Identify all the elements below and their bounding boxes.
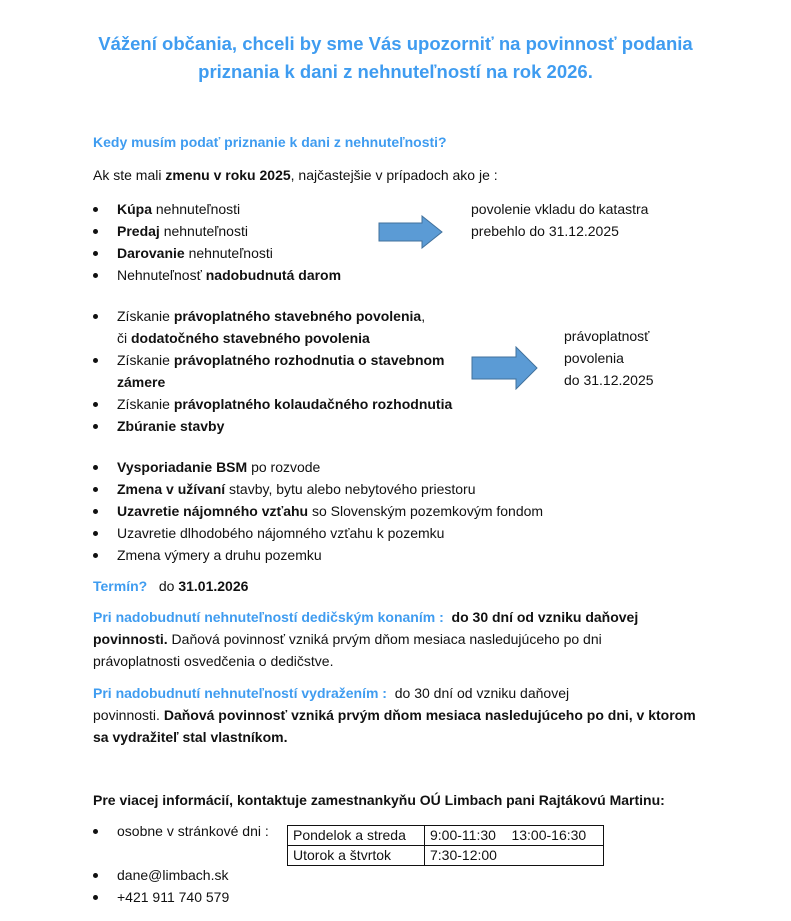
in-person-label: osobne v stránkové dni : [117,823,269,839]
phone-number[interactable]: +421 911 740 579 [117,889,230,905]
list-item [90,393,452,415]
office-hours-table [287,825,604,866]
intro-post: , najčastejšie v prípadoch ako je : [290,167,498,183]
item-text: Zmena výmery a druhu pozemku [117,547,322,563]
item-bold: Predaj [117,223,160,239]
list-item [90,415,452,437]
item-text: nehnuteľnosti [184,245,273,261]
hours-times: 9:00-11:30 13:00-16:30 [425,826,604,846]
title-line-2: priznania k dani z nehnuteľností na rok 2026. [198,61,593,82]
item-text: Získanie [117,352,174,368]
item-text: , [421,308,426,324]
item-bold: Zmena v užívaní [117,481,226,497]
hours-days: Utorok a štvrtok [288,846,425,866]
list-item [90,242,341,264]
item-bold: Uzavretie nájomného vzťahu [117,503,309,519]
item-bold: právoplatného rozhodnutia o stavebnom [173,352,445,368]
auction-label: Pri nadobudnutí nehnuteľností vydražením : [93,685,387,701]
item-bold: Zbúranie stavby [117,418,225,434]
list-item [90,478,543,500]
list-item [90,305,452,349]
list-item [90,264,341,286]
other-changes-list [90,456,543,566]
item-bold: Darovanie [117,245,185,261]
arrow-right-icon [378,215,444,249]
inheritance-paragraph [93,606,713,672]
list-item [90,522,543,544]
note-line: povolenie vkladu do katastra [471,201,649,217]
note-line: povolenia [564,350,624,366]
auction-text: do 30 dní od vzniku daňovej [394,685,570,701]
item-bold: Kúpa [117,201,152,217]
intro-pre: Ak ste mali [93,167,166,183]
auction-text: povinnosti. [93,707,160,723]
list-item [90,220,341,242]
note-validity [564,325,654,391]
contact-in-person [90,820,269,842]
email-link[interactable]: dane@limbach.sk [117,867,229,883]
contact-heading: Pre viacej informácií, kontaktuje zamestnankyňu OÚ Limbach pani Rajtákovú Martinu: [93,792,665,808]
item-bold: nadobudnutá darom [205,267,342,283]
deadline-label: Termín? [93,578,148,594]
item-text: so Slovenským pozemkovým fondom [308,503,544,519]
deadline-pre: do [158,578,179,594]
item-bold: právoplatného kolaudačného rozhodnutia [173,396,453,412]
item-text: stavby, bytu alebo nebytového priestoru [225,481,476,497]
intro-text [93,164,498,186]
table-row [288,846,604,866]
item-bold: dodatočného stavebného povolenia [131,330,370,346]
inheritance-label: Pri nadobudnutí nehnuteľností dedičským konaním : [93,609,444,625]
item-bold: právoplatného stavebného povolenia [173,308,422,324]
contact-list [90,820,269,908]
contact-phone [90,886,269,908]
deadline-date: 31.01.2026 [178,578,249,594]
title-line-1: Vážení občania, chceli by sme Vás upozorniť na povinnosť podania [98,33,693,54]
list-item [90,456,543,478]
inheritance-text: právoplatnosti osvedčenia o dedičstve. [93,653,334,669]
item-text: Získanie [117,308,174,324]
note-cadastre [471,198,648,242]
building-list [90,305,452,437]
inheritance-bold: povinnosti. [93,631,168,647]
list-item [90,349,452,393]
item-text: nehnuteľnosti [152,201,241,217]
item-text: Získanie [117,396,174,412]
item-bold: zámere [117,374,166,390]
deadline [93,575,248,597]
table-row [288,826,604,846]
transfer-list [90,198,341,286]
note-line: právoplatnosť [564,328,650,344]
intro-bold: zmenu v roku 2025 [165,167,291,183]
inheritance-bold: do 30 dní od vzniku daňovej [451,609,639,625]
note-line: prebehlo do 31.12.2025 [471,223,619,239]
list-item [90,544,543,566]
item-text: Nehnuteľnosť [117,267,206,283]
item-text: či [117,330,131,346]
page-title [60,30,731,86]
item-bold: Vysporiadanie BSM [117,459,248,475]
item-text: nehnuteľnosti [159,223,248,239]
note-line: do 31.12.2025 [564,372,654,388]
auction-paragraph [93,682,713,748]
inheritance-text: Daňová povinnosť vzniká prvým dňom mesiaca nasledujúceho po dni [167,631,602,647]
hours-days: Pondelok a streda [288,826,425,846]
item-text: Uzavretie dlhodobého nájomného vzťahu k pozemku [117,525,445,541]
list-item [90,500,543,522]
auction-bold: sa vydražiteľ stal vlastníkom. [93,729,288,745]
arrow-right-icon [471,346,539,390]
auction-bold: Daňová povinnosť vzniká prvým dňom mesiaca nasledujúceho po dni, v ktorom [163,707,696,723]
hours-times: 7:30-12:00 [425,846,604,866]
item-text: po rozvode [247,459,321,475]
list-item [90,198,341,220]
section-heading: Kedy musím podať priznanie k dani z nehnuteľnosti? [93,134,447,150]
contact-email [90,864,269,886]
